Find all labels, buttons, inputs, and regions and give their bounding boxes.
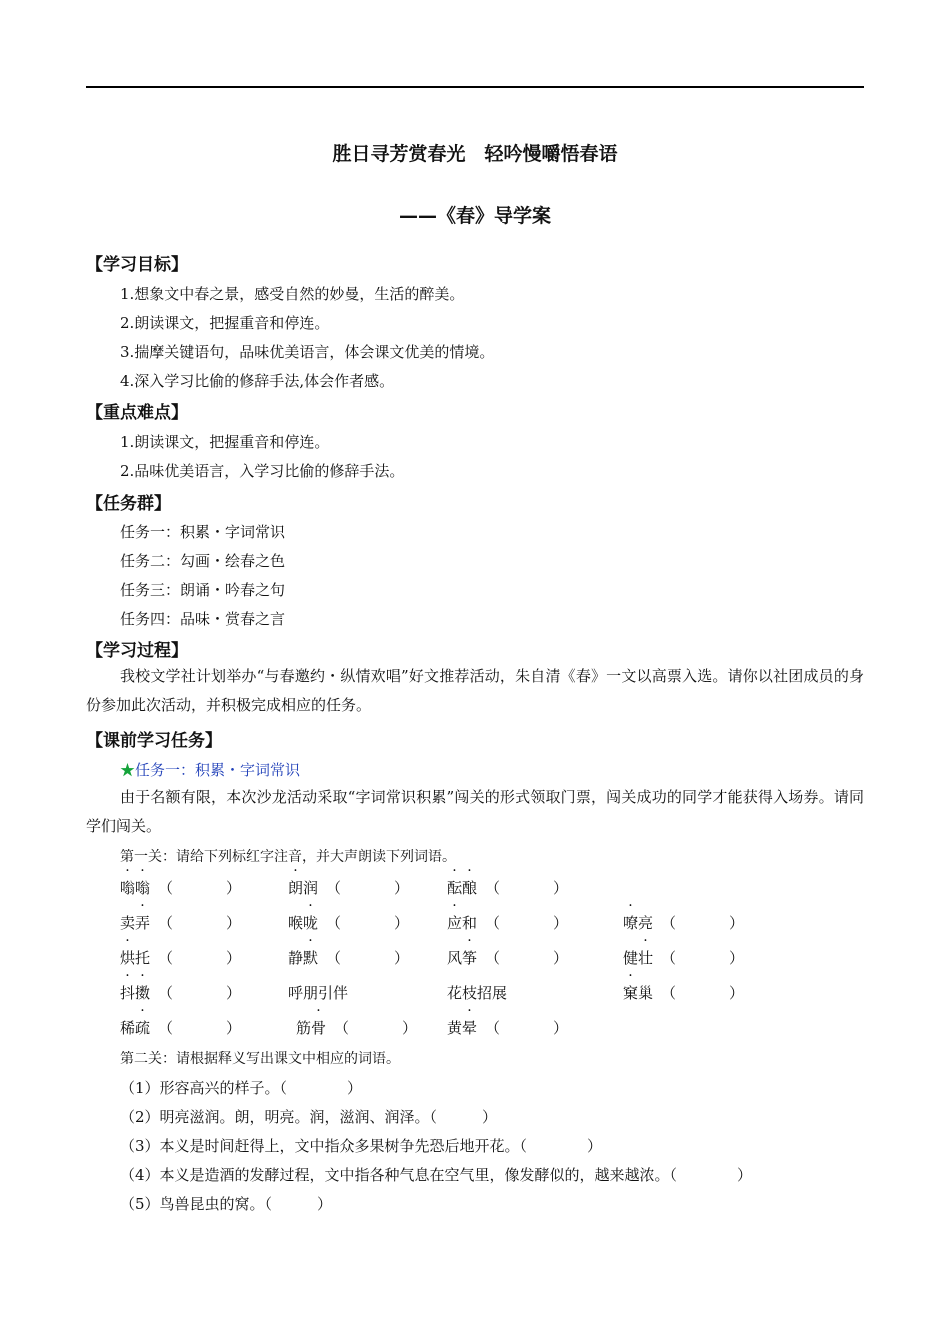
process-paragraph: 我校文学社计划举办“与春邀约・纵情欢唱”好文推荐活动，朱自清《春》一文以高票入选。请你以社团成员的身份参加此次活动，并积极完成相应的任务。 xyxy=(86,667,864,714)
key-point-item: 1.朗读课文，把握重音和停连。 xyxy=(120,433,330,451)
answer-blank-close: ） xyxy=(729,914,745,932)
task-one-header xyxy=(120,759,300,780)
answer-blank-close: ） xyxy=(394,879,410,897)
vocab-char: 咙 xyxy=(303,914,319,932)
definition-item: （1）形容高兴的样子。（ ） xyxy=(120,1079,363,1097)
vocab-char: 风 xyxy=(447,949,463,967)
answer-blank-open[interactable]: （ xyxy=(485,879,501,897)
definition-item: （5）鸟兽昆虫的窝。（ ） xyxy=(120,1195,333,1213)
page-title: 胜日寻芳赏春光 轻吟慢嚼悟春语 xyxy=(332,143,618,165)
answer-blank-open[interactable]: （ xyxy=(661,949,677,967)
answer-blank-open[interactable]: （ xyxy=(326,914,342,932)
vocab-char: 默 xyxy=(303,949,319,967)
vocab-char: 烘 xyxy=(120,949,136,967)
task-item: 任务一：积累・字词常识 xyxy=(120,523,286,541)
task-item: 任务三：朗诵・吟春之句 xyxy=(120,581,286,599)
vocab-char: 亮 xyxy=(638,914,654,932)
answer-blank-open[interactable]: （ xyxy=(661,914,677,932)
vocab-char: 和 xyxy=(462,914,478,932)
goal-item: 4.深入学习比偷的修辞手法,体会作者感。 xyxy=(120,372,395,390)
answer-blank-open[interactable]: （ xyxy=(485,914,501,932)
task-item: 任务四：品味・赏春之言 xyxy=(120,610,286,628)
vocab-word xyxy=(447,982,507,1003)
task-item: 任务二：勾画・绘春之色 xyxy=(120,552,286,570)
answer-blank-close: ） xyxy=(553,879,569,897)
vocab-char: 抖 xyxy=(120,984,136,1002)
vocab-word xyxy=(296,1017,417,1038)
vocab-char: 喉 xyxy=(288,914,304,932)
vocab-word xyxy=(288,912,409,933)
vocab-word xyxy=(120,1017,241,1038)
process-heading: 【学习过程】 xyxy=(86,641,188,661)
vocab-char: 嘹 xyxy=(623,914,639,932)
answer-blank-open[interactable]: （ xyxy=(158,1019,174,1037)
vocab-word xyxy=(447,1017,568,1038)
vocab-char: 弄 xyxy=(135,914,151,932)
vocab-word xyxy=(120,877,241,898)
vocab-char: 筝 xyxy=(462,949,478,967)
answer-blank-open[interactable]: （ xyxy=(334,1019,350,1037)
answer-blank-open[interactable]: （ xyxy=(485,1019,501,1037)
pre-class-paragraph: 由于名额有限，本次沙龙活动采取“字词常识积累”闯关的形式领取门票，闯关成功的同学才能获得入场券。请同学们闯关。 xyxy=(86,788,864,835)
answer-blank-open[interactable]: （ xyxy=(661,984,677,1002)
definition-item: （2）明亮滋润。朗，明亮。润，滋润、润泽。（ ） xyxy=(120,1108,498,1126)
answer-blank-close: ） xyxy=(394,914,410,932)
vocab-char: 黄 xyxy=(447,1019,463,1037)
vocab-char: 嗡 xyxy=(135,879,151,897)
vocab-word xyxy=(120,947,241,968)
goal-item: 2.朗读课文，把握重音和停连。 xyxy=(120,314,330,332)
vocab-char: 稀 xyxy=(120,1019,136,1037)
answer-blank-open[interactable]: （ xyxy=(326,949,342,967)
vocab-char: 骨 xyxy=(311,1019,327,1037)
answer-blank-close: ） xyxy=(394,949,410,967)
vocab-char: 酝 xyxy=(447,879,463,897)
vocab-word xyxy=(623,982,744,1003)
vocab-word xyxy=(288,982,348,1003)
answer-blank-close: ） xyxy=(553,1019,569,1037)
answer-blank-open[interactable]: （ xyxy=(158,984,174,1002)
vocab-word xyxy=(120,912,241,933)
vocab-char: 润 xyxy=(303,879,319,897)
vocab-word xyxy=(447,877,568,898)
definition-item: （3）本义是时间赶得上，文中指众多果树争先恐后地开花。（ ） xyxy=(120,1137,603,1155)
answer-blank-close: ） xyxy=(402,1019,418,1037)
answer-blank-open[interactable]: （ xyxy=(158,949,174,967)
vocab-word xyxy=(288,877,409,898)
vocab-char: 卖 xyxy=(120,914,136,932)
answer-blank-close: ） xyxy=(729,949,745,967)
answer-blank-close: ） xyxy=(729,984,745,1002)
level-two-instruction: 第二关：请根据释义写出课文中相应的词语。 xyxy=(120,1051,400,1067)
vocab-char: 壮 xyxy=(638,949,654,967)
answer-blank-close: ） xyxy=(553,914,569,932)
answer-blank-close: ） xyxy=(226,914,242,932)
vocab-word xyxy=(447,912,568,933)
answer-blank-open[interactable]: （ xyxy=(326,879,342,897)
vocab-char: 呼朋引伴 xyxy=(288,984,349,1002)
answer-blank-open[interactable]: （ xyxy=(158,879,174,897)
vocab-word xyxy=(623,912,744,933)
key-point-item: 2.品味优美语言，入学习比偷的修辞手法。 xyxy=(120,462,405,480)
tasks-heading: 【任务群】 xyxy=(86,494,171,514)
vocab-char: 疏 xyxy=(135,1019,151,1037)
vocab-word xyxy=(447,947,568,968)
answer-blank-open[interactable]: （ xyxy=(485,949,501,967)
answer-blank-close: ） xyxy=(226,949,242,967)
vocab-char: 酿 xyxy=(462,879,478,897)
task-one-title: 任务一：积累・字词常识 xyxy=(135,761,301,779)
definition-item: （4）本义是造酒的发酵过程，文中指各种气息在空气里，像发酵似的，越来越浓。（ ） xyxy=(120,1166,753,1184)
vocab-char: 晕 xyxy=(462,1019,478,1037)
vocab-word xyxy=(288,947,409,968)
answer-blank-close: ） xyxy=(226,879,242,897)
vocab-char: 健 xyxy=(623,949,639,967)
vocab-word xyxy=(120,982,241,1003)
vocab-char: 巢 xyxy=(638,984,654,1002)
vocab-char: 朗 xyxy=(288,879,304,897)
vocab-char: 擞 xyxy=(135,984,151,1002)
answer-blank-open[interactable]: （ xyxy=(158,914,174,932)
goals-heading: 【学习目标】 xyxy=(86,255,188,275)
answer-blank-close: ） xyxy=(226,1019,242,1037)
goal-item: 3.揣摩关键语句，品味优美语言，体会课文优美的情境。 xyxy=(120,343,495,361)
page-subtitle: ——《春》导学案 xyxy=(398,205,551,227)
goal-item: 1.想象文中春之景，感受自然的妙曼，生活的醉美。 xyxy=(120,285,465,303)
header-rule xyxy=(86,86,864,88)
star-icon: ★ xyxy=(120,761,136,779)
vocab-char: 托 xyxy=(135,949,151,967)
vocab-char: 嗡 xyxy=(120,879,136,897)
vocab-char: 筋 xyxy=(296,1019,312,1037)
answer-blank-close: ） xyxy=(553,949,569,967)
vocab-word xyxy=(623,947,744,968)
key-points-heading: 【重点难点】 xyxy=(86,403,188,423)
vocab-char: 应 xyxy=(447,914,463,932)
answer-blank-close: ） xyxy=(226,984,242,1002)
vocab-char: 窠 xyxy=(623,984,639,1002)
pre-class-heading: 【课前学习任务】 xyxy=(86,731,222,751)
vocab-char: 花枝招展 xyxy=(447,984,508,1002)
vocab-char: 静 xyxy=(288,949,304,967)
level-one-instruction: 第一关：请给下列标红字注音，并大声朗读下列词语。 xyxy=(120,849,456,865)
